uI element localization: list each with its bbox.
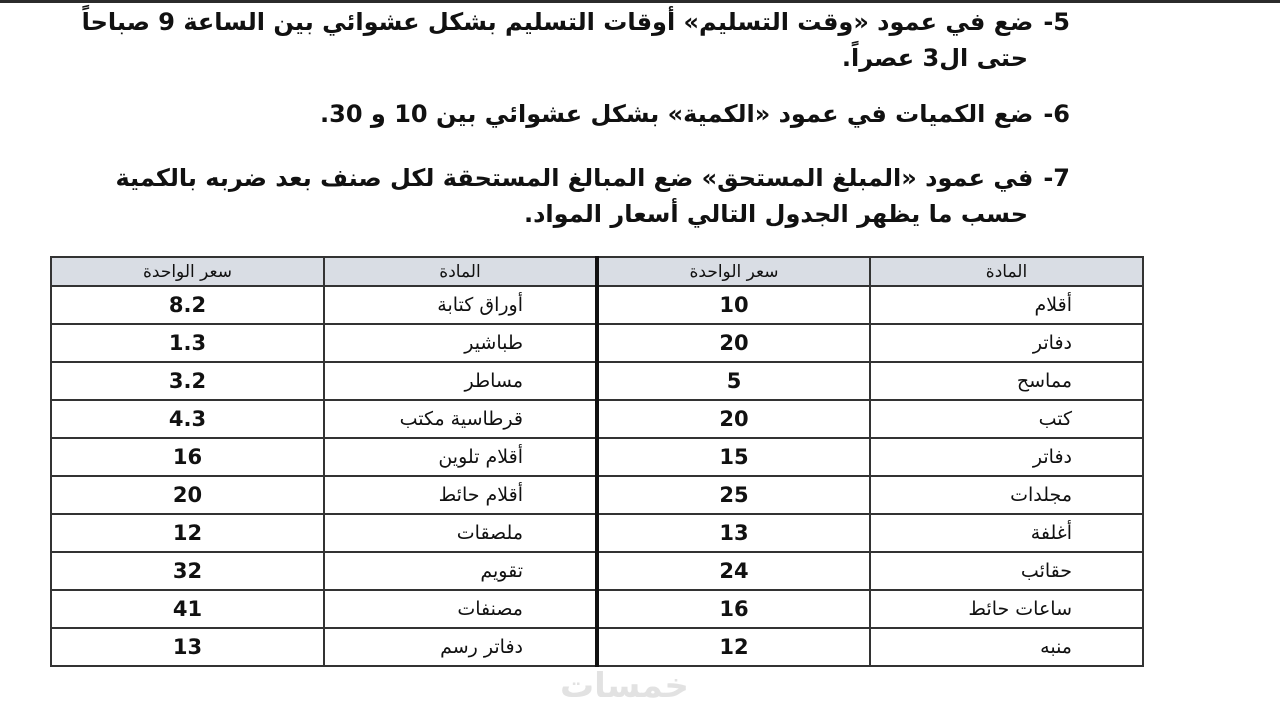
cell-material: منبه [870, 628, 1143, 666]
cell-material: أقلام [870, 286, 1143, 324]
cell-unit-price: 41 [51, 590, 324, 628]
step-text-line-2: حسب ما يظهر الجدول التالي أسعار المواد. [523, 200, 1028, 228]
table-row [51, 400, 1143, 438]
cell-material: أقلام تلوين [324, 438, 597, 476]
cell-material: دفاتر [870, 438, 1143, 476]
step-text-line-1: ضع في عمود «وقت التسليم» أوقات التسليم بشكل عشوائي بين الساعة 9 صباحاً [81, 8, 1034, 36]
table-row [51, 590, 1143, 628]
cell-unit-price: 15 [597, 438, 870, 476]
cell-unit-price: 5 [597, 362, 870, 400]
cell-unit-price: 16 [51, 438, 324, 476]
material-price-table [50, 256, 1144, 667]
cell-unit-price: 8.2 [51, 286, 324, 324]
cell-material: مساطر [324, 362, 597, 400]
cell-unit-price: 16 [597, 590, 870, 628]
instruction-step-7 [40, 160, 1070, 232]
header-unit-price: سعر الواحدة [597, 257, 870, 286]
table-row [51, 438, 1143, 476]
cell-unit-price: 12 [51, 514, 324, 552]
header-unit-price: سعر الواحدة [51, 257, 324, 286]
cell-material: قرطاسية مكتب [324, 400, 597, 438]
table-row [51, 552, 1143, 590]
cell-unit-price: 3.2 [51, 362, 324, 400]
cell-unit-price: 13 [597, 514, 870, 552]
table-row [51, 628, 1143, 666]
step-text-line-1: في عمود «المبلغ المستحق» ضع المبالغ المستحقة لكل صنف بعد ضربه بالكمية [115, 164, 1034, 192]
cell-material: أغلفة [870, 514, 1143, 552]
cell-material: أوراق كتابة [324, 286, 597, 324]
step-number: -5 [1043, 8, 1070, 36]
cell-material: أقلام حائط [324, 476, 597, 514]
table-row [51, 362, 1143, 400]
cell-material: دفاتر [870, 324, 1143, 362]
step-text-line-2: حتى ال3 عصراً. [841, 44, 1028, 72]
table-header-row [51, 257, 1143, 286]
instruction-step-6 [40, 96, 1070, 132]
cell-unit-price: 1.3 [51, 324, 324, 362]
cell-material: مجلدات [870, 476, 1143, 514]
header-material: المادة [324, 257, 597, 286]
cell-material: مماسح [870, 362, 1143, 400]
cell-material: ساعات حائط [870, 590, 1143, 628]
cell-unit-price: 24 [597, 552, 870, 590]
instruction-step-5 [40, 4, 1070, 76]
cell-unit-price: 20 [51, 476, 324, 514]
table-row [51, 476, 1143, 514]
cell-unit-price: 20 [597, 324, 870, 362]
step-number: -7 [1043, 164, 1070, 192]
cell-material: كتب [870, 400, 1143, 438]
cell-unit-price: 25 [597, 476, 870, 514]
cell-material: مصنفات [324, 590, 597, 628]
top-border-line [0, 0, 1280, 3]
table-row [51, 324, 1143, 362]
cell-unit-price: 32 [51, 552, 324, 590]
cell-material: حقائب [870, 552, 1143, 590]
cell-material: تقويم [324, 552, 597, 590]
cell-unit-price: 12 [597, 628, 870, 666]
table-row [51, 514, 1143, 552]
cell-material: دفاتر رسم [324, 628, 597, 666]
cell-material: ملصقات [324, 514, 597, 552]
header-material: المادة [870, 257, 1143, 286]
cell-material: طباشير [324, 324, 597, 362]
step-text-line-1: ضع الكميات في عمود «الكمية» بشكل عشوائي بين 10 و 30. [320, 100, 1034, 128]
cell-unit-price: 4.3 [51, 400, 324, 438]
cell-unit-price: 13 [51, 628, 324, 666]
step-number: -6 [1043, 100, 1070, 128]
watermark-logo: خمسات [560, 666, 689, 706]
cell-unit-price: 10 [597, 286, 870, 324]
cell-unit-price: 20 [597, 400, 870, 438]
table-row [51, 286, 1143, 324]
